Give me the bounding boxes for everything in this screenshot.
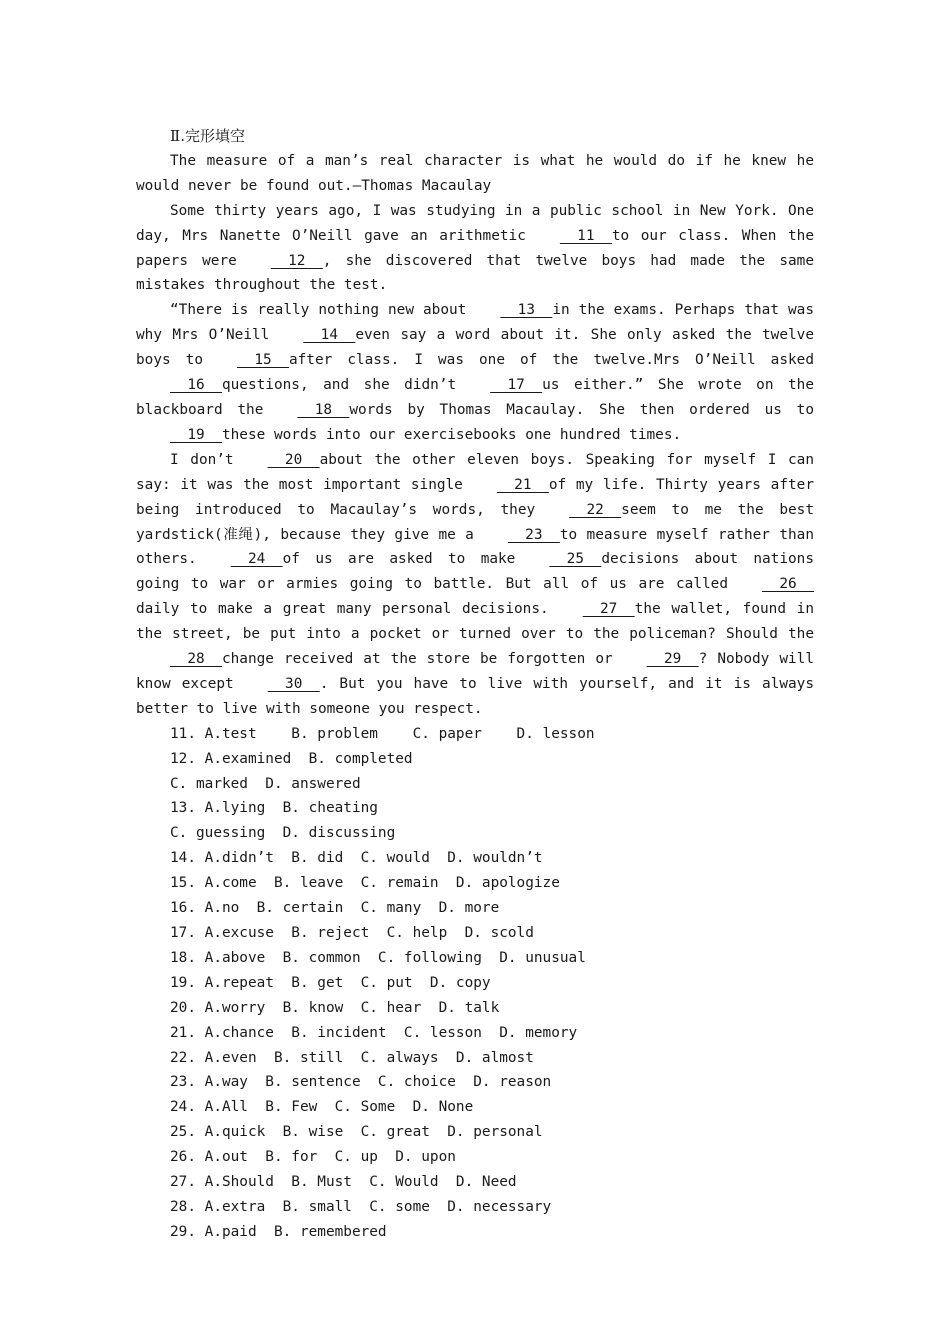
cloze-passage	[136, 149, 814, 722]
question-line: 26. A.out B. for C. up D. upon	[170, 1149, 456, 1166]
question-list	[136, 722, 814, 1245]
question-line: 14. A.didn’t B. did C. would D. wouldn’t	[170, 850, 543, 867]
question-line: 15. A.come B. leave C. remain D. apologize	[170, 875, 560, 892]
passage-text: about the other eleven boys. Speaking for myself I can say: it was the most important single	[136, 451, 814, 493]
question-line: 21. A.chance B. incident C. lesson D. memory	[170, 1024, 578, 1041]
passage-text: decisions about nations going to war or armies going to battle. But all of us are called	[136, 551, 814, 593]
blank-18: 18	[297, 401, 350, 418]
blank-17: 17	[490, 377, 543, 394]
question-line: 13. A.lying B. cheating	[170, 800, 378, 817]
passage-text: to measure myself rather than others.	[136, 526, 814, 568]
question-line: 28. A.extra B. small C. some D. necessary	[170, 1198, 552, 1215]
blank-13: 13	[500, 302, 553, 319]
blank-14: 14	[303, 327, 356, 344]
section-heading: Ⅱ.完形填空	[170, 127, 245, 145]
passage-paragraph	[136, 448, 814, 722]
passage-text: to our class. When the papers were	[136, 227, 814, 269]
blank-23: 23	[507, 526, 560, 543]
blank-15: 15	[237, 352, 289, 369]
question-line: 22. A.even B. still C. always D. almost	[170, 1049, 534, 1066]
passage-text: the wallet, found in the street, be put into a pocket or turned over to the policeman? Should the	[136, 601, 814, 643]
blank-12: 12	[270, 252, 323, 269]
passage-text: words by Thomas Macaulay. She then ordered us to	[349, 401, 814, 418]
passage-text: in the exams. Perhaps that was why Mrs O’Neill	[136, 302, 815, 344]
passage-text: seem to me the best yardstick(准绳), because they give me a	[136, 501, 814, 543]
passage-text: Some thirty years ago, I was studying in a public school in New York. One day, Mrs Nanette O’Neill gave an arithmetic	[136, 202, 814, 244]
passage-text: change received at the store be forgotten or	[221, 651, 613, 668]
passage-text: after class. I was one of the twelve.Mrs O’Neill asked	[288, 352, 814, 369]
blank-24: 24	[230, 551, 283, 568]
blank-25: 25	[549, 551, 602, 568]
passage-text: “There is really nothing new about	[170, 302, 467, 319]
question-line: 12. A.examined B. completed	[170, 750, 413, 767]
passage-paragraph	[136, 199, 814, 299]
blank-22: 22	[569, 501, 622, 518]
passage-text: I don’t	[170, 451, 234, 468]
question-line: 23. A.way B. sentence C. choice D. reason	[170, 1074, 552, 1091]
question-line: 16. A.no B. certain C. many D. more	[170, 900, 500, 917]
passage-paragraph	[136, 149, 814, 199]
question-line: C. marked D. answered	[170, 775, 361, 792]
question-line: 17. A.excuse B. reject C. help D. scold	[170, 925, 534, 941]
passage-text: us either.” She wrote on the blackboard the	[136, 377, 814, 418]
passage-text: of us are asked to make	[282, 551, 516, 568]
blank-21: 21	[496, 476, 549, 493]
blank-19: 19	[170, 426, 222, 443]
blank-29: 29	[646, 651, 699, 668]
passage-text: questions, and she didn’t	[221, 377, 457, 394]
passage-text: daily to make a great many personal decisions.	[136, 601, 549, 618]
passage-paragraph	[136, 298, 814, 447]
blank-30: 30	[267, 675, 320, 692]
blank-20: 20	[267, 451, 320, 468]
passage-text: , she discovered that twelve boys had made the same mistakes throughout the test.	[136, 252, 814, 294]
question-line: 27. A.Should B. Must C. Would D. Need	[170, 1174, 517, 1191]
passage-text: even say a word about it. She only asked the twelve boys to	[136, 327, 814, 369]
question-line: C. guessing D. discussing	[170, 825, 396, 842]
blank-16: 16	[170, 377, 222, 394]
cloze-page	[136, 124, 814, 1245]
blank-27: 27	[582, 601, 635, 618]
question-line: 25. A.quick B. wise C. great D. personal	[170, 1124, 543, 1141]
question-line: 19. A.repeat B. get C. put D. copy	[170, 974, 491, 991]
question-line: 24. A.All B. Few C. Some D. None	[170, 1099, 474, 1116]
blank-26: 26	[762, 576, 814, 593]
blank-28: 28	[170, 651, 222, 668]
blank-11: 11	[559, 227, 612, 244]
passage-text: ? Nobody will know except	[136, 651, 814, 692]
question-line: 20. A.worry B. know C. hear D. talk	[170, 999, 500, 1016]
passage-text: these words into our exercisebooks one hundred times.	[221, 426, 682, 443]
passage-text: The measure of a man’s real character is what he would do if he knew he would never be found out.—Thomas Macaulay	[136, 152, 814, 194]
question-line: 11. A.test B. problem C. paper D. lesson	[170, 725, 595, 742]
passage-text: of my life. Thirty years after being introduced to Macaulay’s words, they	[136, 476, 814, 518]
question-line: 29. A.paid B. remembered	[170, 1223, 387, 1240]
question-line: 18. A.above B. common C. following D. unusual	[170, 949, 586, 966]
passage-text: . But you have to live with yourself, and it is always better to live with someone you respect.	[136, 675, 814, 717]
